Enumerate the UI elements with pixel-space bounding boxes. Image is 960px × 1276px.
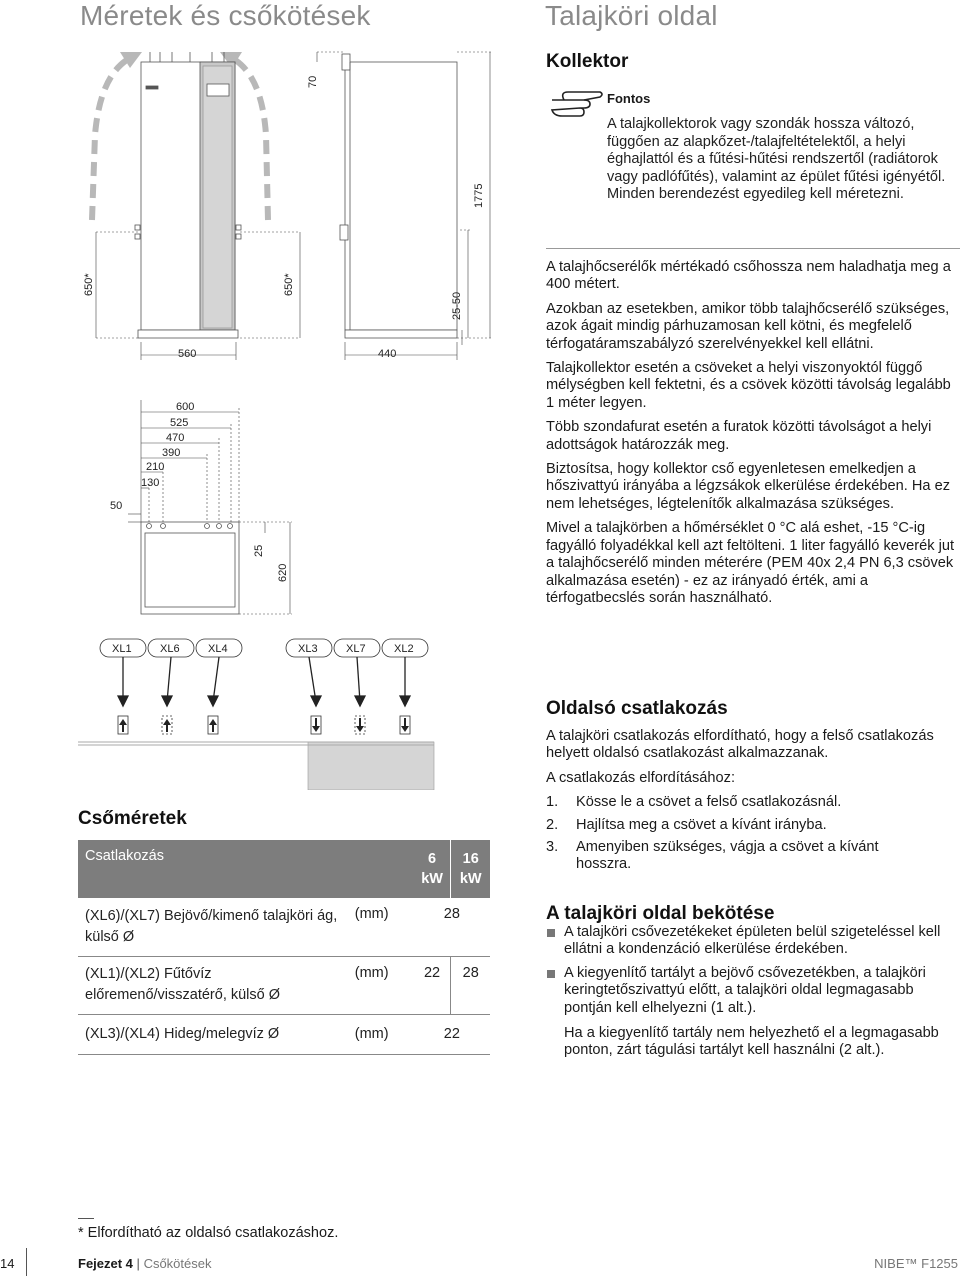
- dim-210: 210: [146, 461, 165, 473]
- pipe-symbol-strip: [78, 712, 434, 790]
- dim-650-left: 650*: [83, 273, 95, 296]
- dim-620: 620: [277, 563, 289, 582]
- paragraph: Biztosítsa, hogy kollektor cső egyenletesen emelkedjen a hőszivattyú irányába a légzsákok elkerülése érdekében. Ha ez nem lehetséges, légtelenítők alkalmazása szükséges.: [546, 461, 950, 512]
- dim-560: 560: [178, 348, 197, 360]
- kollektor-text: [546, 259, 960, 614]
- dim-130: 130: [141, 477, 160, 489]
- paragraph: Azokban az esetekben, amikor több talajhőcserélő szükséges, azok ágait mindig párhuzamosan kell kötni, és megfelelő térfogatáramszabályzó szerelvényekkel kell ellátni.: [546, 300, 950, 352]
- table-row: (XL1)/(XL2) Fűtővíz előremenő/visszatérő, külső Ø (mm) 22 28: [78, 956, 490, 1014]
- top-view: [141, 522, 239, 614]
- dim-650-right: 650*: [283, 273, 295, 296]
- footer-page-number: 14: [0, 1256, 15, 1271]
- pipe-dimensions-table: [78, 840, 490, 1055]
- dim-525: 525: [170, 417, 189, 429]
- list-item: 3. Amenyiben szükséges, vágja a csövet a kívánt hosszra.: [546, 839, 879, 873]
- dim-70: 70: [307, 75, 319, 88]
- pipe-dimensions-heading: Csőméretek: [78, 808, 187, 829]
- left-page-title: Méretek és csőkötések: [80, 0, 371, 31]
- bullet-icon: [547, 929, 555, 937]
- bekotes-text: A talajköri csővezetékeket épületen belül szigeteléssel kell ellátni a kondenzáció elkerülése érdekében. A kiegyenlítő tartályt a bejövő csővezetékben, a talajköri keringtetőszivattyú előtt, a talajköri oldal legmagasabb pontján kell elhelyezni (1 alt.). Ha a kiegyenlítő tartály nem helyezhető el a legmagasabb ponton, zárt tágulási tartályt kell használni (2 alt.).: [546, 924, 960, 1060]
- header-connection: Csatlakozás: [85, 848, 164, 864]
- dim-1775: 1775: [473, 183, 485, 208]
- connector-label-xl4: XL4: [208, 643, 228, 655]
- paragraph: A talajhőcserélők mértékadó csőhossza nem haladhatja meg a 400 métert.: [546, 259, 951, 293]
- list-item: 1. Kösse le a csövet a felső csatlakozásnál.: [546, 794, 842, 811]
- paragraph: Több szondafurat esetén a furatok közötti távolságot a helyi adottságok határozzák meg.: [546, 419, 932, 453]
- oldalso-text: A talajköri csatlakozás elfordítható, hogy a felső csatlakozás helyett oldalsó csatlakozást alkalmazzanak. A csatlakozás elfordításához: 1. Kösse le a csövet a felső csatlakozásnál. 2. Hajlítsa meg a csövet a kívánt irányba. 3. Amenyiben szükséges, vágja a csövet a kívánt hosszra.: [546, 728, 960, 879]
- side-view: [340, 54, 457, 338]
- pointing-hand-icon: [550, 88, 606, 120]
- rotate-right-arrow: [232, 58, 268, 220]
- list-item: A kiegyenlítő tartályt a bejövő csővezetékben, a talajköri keringtetőszivattyú előtt, a talajköri oldal legmagasabb pontján kell elhelyezni (1 alt.).: [546, 965, 960, 1017]
- bullet-icon: [547, 970, 555, 978]
- table-header-row: [78, 840, 490, 898]
- paragraph: Mivel a talajkörben a hőmérséklet 0 °C alá eshet, -15 °C-ig fagyálló folyadékkal kell azt feltölteni. 1 liter fagyálló keverék jut a talajhőcserélő minden méterére (PEM 40x 2,4 PN 6,3 csövek alkalmazása esetén) - ez az irányadó érték, ami a térfogatbecslés során használható.: [546, 520, 955, 606]
- dim-440: 440: [378, 348, 397, 360]
- footer-product: NIBE™ F1255: [874, 1256, 958, 1271]
- dim-600: 600: [176, 401, 195, 413]
- important-box: [546, 80, 960, 249]
- header-6kw: 6 kW: [414, 840, 451, 898]
- connector-label-xl2: XL2: [394, 643, 414, 655]
- dim-50: 50: [110, 500, 123, 512]
- table-row: (XL3)/(XL4) Hideg/melegvíz Ø (mm) 22: [78, 1014, 490, 1054]
- table-row: (XL6)/(XL7) Bejövő/kimenő talajköri ág, külső Ø (mm) 28: [78, 898, 490, 956]
- connector-label-xl1: XL1: [112, 643, 132, 655]
- footnote-rule: [78, 1218, 94, 1219]
- important-title: Fontos: [607, 91, 651, 106]
- connector-label-xl6: XL6: [160, 643, 180, 655]
- right-page-title: Talajköri oldal: [545, 0, 718, 31]
- kollektor-heading: Kollektor: [546, 51, 629, 72]
- bekotes-heading: A talajköri oldal bekötése: [546, 903, 775, 924]
- connector-label-xl3: XL3: [298, 643, 318, 655]
- list-item: 2. Hajlítsa meg a csövet a kívánt irányba.: [546, 816, 827, 833]
- footer-divider: [26, 1248, 27, 1276]
- important-text: A talajkollektorok vagy szondák hossza változó, függően az alapkőzet-/talajfeltételektől, a helyi éghajlattól és a fűtési-hűtési rendszertől (radiátorok vagy padlófűtés), valamint az épület fűtési igényétől. Minden berendezést egyedileg kell méretezni.: [607, 116, 946, 203]
- dim-390: 390: [162, 447, 181, 459]
- front-view: [135, 52, 241, 338]
- rotate-left-arrow: [92, 58, 130, 220]
- dim-470: 470: [166, 432, 185, 444]
- oldalso-heading: Oldalsó csatlakozás: [546, 698, 728, 719]
- footnote: * Elfordítható az oldalsó csatlakozáshoz.: [78, 1225, 339, 1241]
- dimension-drawing: [78, 40, 498, 790]
- paragraph: Talajkollektor esetén a csöveket a helyi viszonyoktól függő mélységben kell fektetni, és a csövek közötti távolság legalább 1 méter legyen.: [546, 360, 951, 411]
- header-16kw: 16 kW: [459, 851, 482, 887]
- list-item: A talajköri csővezetékeket épületen belül szigeteléssel kell ellátni a kondenzáció elkerülése érdekében.: [546, 924, 960, 959]
- dim-25: 25: [253, 544, 265, 557]
- footer-chapter: Fejezet 4 | Csőkötések: [78, 1256, 212, 1271]
- connector-label-xl7: XL7: [346, 643, 366, 655]
- dim-25-50: 25-50: [451, 291, 463, 320]
